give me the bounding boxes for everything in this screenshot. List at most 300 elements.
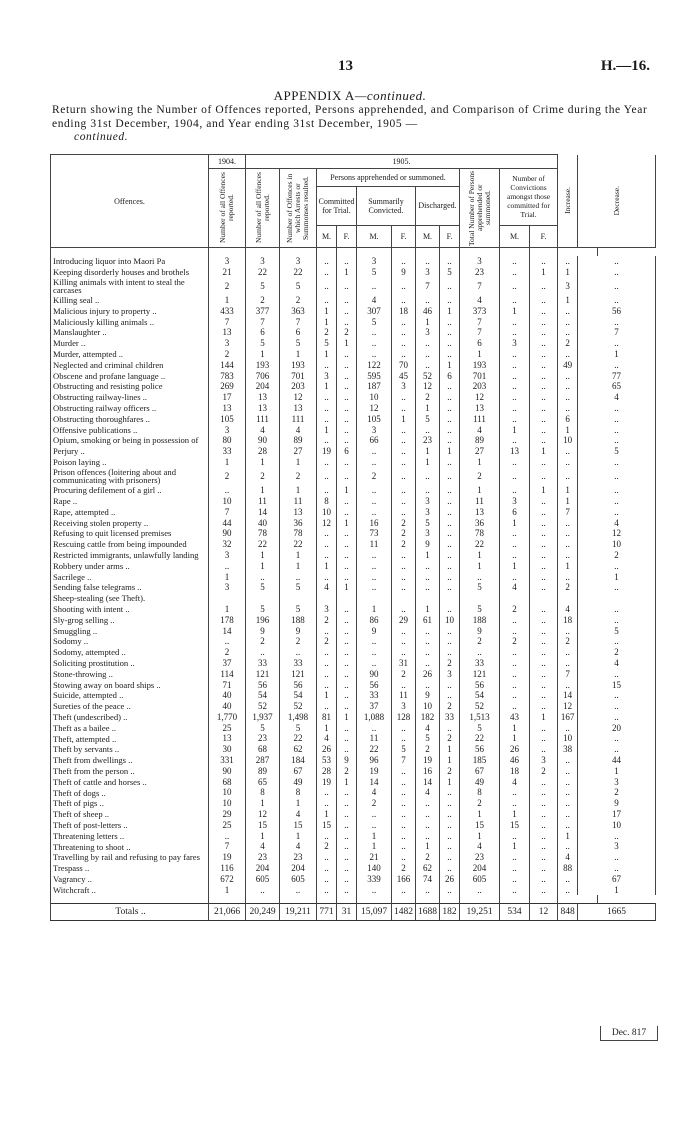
discharged-f-cell: .. (440, 539, 460, 550)
discharged-f-cell: .. (440, 841, 460, 852)
discharged-m-cell: .. (416, 820, 440, 831)
discharged-m-cell: .. (416, 680, 440, 691)
convictions-m-cell: .. (500, 669, 530, 680)
arrests-cell: .. (280, 885, 317, 896)
total-persons-cell: 7 (460, 278, 500, 295)
arrests-cell: 22 (280, 539, 317, 550)
reported-1905-cell: 7 (246, 317, 280, 328)
total-persons-cell: 19,251 (460, 904, 500, 921)
arrests-cell: 22 (280, 733, 317, 744)
committed-f-cell: .. (337, 701, 357, 712)
reported-1904-cell (209, 593, 246, 604)
table-row (51, 604, 656, 615)
convictions-f-cell: .. (530, 798, 558, 809)
reported-1905-cell: 1 (246, 798, 280, 809)
convicted-m-cell: 66 (357, 435, 392, 446)
decrease-cell: 1 (578, 885, 656, 896)
convictions-m-cell: .. (500, 550, 530, 561)
convictions-f-cell: 1 (530, 446, 558, 457)
reported-1904-cell: 178 (209, 615, 246, 626)
reported-1905-cell: 5 (246, 723, 280, 734)
increase-cell: 1 (558, 485, 578, 496)
convictions-m-cell: 534 (500, 904, 530, 921)
reported-1904-cell: 29 (209, 809, 246, 820)
discharged-m-cell: 19 (416, 755, 440, 766)
decrease-cell: .. (578, 278, 656, 295)
committed-f-cell: 31 (337, 904, 357, 921)
committed-m-cell: .. (317, 435, 337, 446)
decrease-cell: 2 (578, 550, 656, 561)
convictions-m-cell: .. (500, 317, 530, 328)
decrease-cell: .. (578, 317, 656, 328)
committed-m-cell: .. (317, 626, 337, 637)
increase-cell: .. (558, 539, 578, 550)
convicted-f-cell: .. (392, 435, 416, 446)
committed-f-cell: .. (337, 306, 357, 317)
convicted-f-cell: .. (392, 327, 416, 338)
table-row (51, 831, 656, 842)
total-persons-cell: 1 (460, 831, 500, 842)
convictions-m-cell: 1 (500, 723, 530, 734)
convicted-f-cell: .. (392, 392, 416, 403)
convictions-m-cell: .. (500, 647, 530, 658)
committed-m-cell: .. (317, 658, 337, 669)
increase-cell: .. (558, 766, 578, 777)
convictions-f-cell: .. (530, 831, 558, 842)
arrests-cell: 89 (280, 435, 317, 446)
increase-cell: 38 (558, 744, 578, 755)
convictions-f-cell: 1 (530, 267, 558, 278)
committed-m-cell: 4 (317, 582, 337, 593)
convicted-m-cell: .. (357, 723, 392, 734)
offence-name: Keeping disorderly houses and brothels (51, 267, 209, 278)
committed-f-cell: 1 (337, 518, 357, 529)
total-persons-cell: 1 (460, 561, 500, 572)
reported-1905-cell: .. (246, 647, 280, 658)
convictions-m-cell: 3 (500, 338, 530, 349)
total-persons-cell: 56 (460, 680, 500, 691)
total-persons-cell: 49 (460, 777, 500, 788)
reported-1905-cell: 1,937 (246, 712, 280, 723)
table-row (51, 701, 656, 712)
discharged-m-cell: 16 (416, 766, 440, 777)
discharged-m-cell: 10 (416, 701, 440, 712)
convicted-f-cell: .. (392, 561, 416, 572)
year-1904: 1904. (209, 155, 246, 169)
reported-1904-cell: 7 (209, 841, 246, 852)
convicted-m-cell: .. (357, 561, 392, 572)
convictions-m-cell: .. (500, 831, 530, 842)
decrease-cell: 12 (578, 528, 656, 539)
total-persons-cell: 203 (460, 381, 500, 392)
discharged-m-cell: .. (416, 468, 440, 485)
spacer-cell (209, 895, 246, 904)
convicted-m-cell: 12 (357, 403, 392, 414)
discharged-f: F. (440, 225, 460, 247)
committed-f-cell: .. (337, 360, 357, 371)
total-persons-cell: 185 (460, 755, 500, 766)
convictions-f-cell: .. (530, 392, 558, 403)
increase-cell (558, 593, 578, 604)
table-row (51, 744, 656, 755)
reported-1905-cell: 9 (246, 626, 280, 637)
convicted-f-cell: .. (392, 647, 416, 658)
decrease-cell: 3 (578, 841, 656, 852)
convicted-f-cell: .. (392, 256, 416, 267)
discharged-m-cell (416, 593, 440, 604)
arrests-cell: 2 (280, 636, 317, 647)
convicted-f-cell: .. (392, 572, 416, 583)
convicted-m-cell: 1 (357, 841, 392, 852)
offence-name: Obstructing railway officers .. (51, 403, 209, 414)
convicted-m-cell: 86 (357, 615, 392, 626)
discharged-m-cell: 3 (416, 267, 440, 278)
convictions-m-cell: 1 (500, 733, 530, 744)
arrests-cell: 56 (280, 680, 317, 691)
discharged-m-cell: 3 (416, 507, 440, 518)
reported-1905-cell: 15 (246, 820, 280, 831)
convicted-f-cell: .. (392, 809, 416, 820)
convictions-m-cell: .. (500, 874, 530, 885)
convicted-f-cell: .. (392, 841, 416, 852)
convicted-m-cell: .. (357, 582, 392, 593)
increase-cell: 1 (558, 496, 578, 507)
convictions-m-cell: .. (500, 528, 530, 539)
committed-f-cell: 6 (337, 446, 357, 457)
reported-1905-cell: 33 (246, 658, 280, 669)
reported-1904-cell: 672 (209, 874, 246, 885)
arrests-cell: 3 (280, 256, 317, 267)
discharged-f-cell: .. (440, 507, 460, 518)
table-row (51, 885, 656, 896)
convictions-f-cell: .. (530, 809, 558, 820)
convictions-f-cell: .. (530, 636, 558, 647)
spacer-cell (337, 895, 357, 904)
convicted-f-cell: .. (392, 777, 416, 788)
convicted-m-cell: 73 (357, 528, 392, 539)
convictions-m-cell: .. (500, 403, 530, 414)
committed-f-cell: .. (337, 414, 357, 425)
committed-m-cell: .. (317, 256, 337, 267)
committed-m-cell: 12 (317, 518, 337, 529)
committed-m-cell: .. (317, 403, 337, 414)
committed-m-cell: .. (317, 278, 337, 295)
committed-m-cell: 26 (317, 744, 337, 755)
increase-cell: .. (558, 550, 578, 561)
total-persons-cell: 7 (460, 317, 500, 328)
discharged-m-cell: .. (416, 885, 440, 896)
reported-1904-cell: 13 (209, 403, 246, 414)
table-row (51, 446, 656, 457)
convicted-m-cell: .. (357, 327, 392, 338)
discharged-f-cell: .. (440, 852, 460, 863)
decrease-cell: .. (578, 338, 656, 349)
committed-m-cell: .. (317, 885, 337, 896)
discharged-f-cell: .. (440, 550, 460, 561)
arrests-cell: 19,211 (280, 904, 317, 921)
committed-m-cell: .. (317, 392, 337, 403)
convictions-f-cell: .. (530, 647, 558, 658)
arrests-cell: .. (280, 647, 317, 658)
arrests-cell: 1 (280, 561, 317, 572)
convicted-m-cell: 33 (357, 690, 392, 701)
committed-m: M. (317, 225, 337, 247)
increase-cell: 7 (558, 669, 578, 680)
convicted-f-cell: 70 (392, 360, 416, 371)
reported-1905-cell: 3 (246, 256, 280, 267)
decrease-cell: .. (578, 669, 656, 680)
decrease-cell: .. (578, 468, 656, 485)
convicted-m-cell: 15,097 (357, 904, 392, 921)
convicted-m-cell: .. (357, 457, 392, 468)
discharged-m-cell: 4 (416, 723, 440, 734)
committed-f-cell: .. (337, 669, 357, 680)
committed-m-cell: 1 (317, 317, 337, 328)
discharged-f-cell: 33 (440, 712, 460, 723)
convictions-m-cell: .. (500, 360, 530, 371)
convicted-m-cell: 11 (357, 539, 392, 550)
offence-name: Vagrancy .. (51, 874, 209, 885)
increase-cell: .. (558, 528, 578, 539)
reported-1904-cell: 783 (209, 371, 246, 382)
increase-cell: .. (558, 658, 578, 669)
convicted-m-cell: .. (357, 647, 392, 658)
reported-1905-cell: 8 (246, 787, 280, 798)
committed-m-cell: .. (317, 863, 337, 874)
increase-cell: 88 (558, 863, 578, 874)
total-persons-cell: 204 (460, 863, 500, 874)
spacer-cell (392, 895, 416, 904)
convictions-m-cell: .. (500, 256, 530, 267)
discharged-f-cell: 2 (440, 733, 460, 744)
reported-1904-cell: 3 (209, 550, 246, 561)
convicted-f-cell: .. (392, 485, 416, 496)
convicted-m-cell: .. (357, 809, 392, 820)
reported-1904-cell: 1,770 (209, 712, 246, 723)
convicted-m-cell: .. (357, 550, 392, 561)
convicted-f-cell: .. (392, 831, 416, 842)
total-persons-cell: 78 (460, 528, 500, 539)
decrease-cell: .. (578, 360, 656, 371)
convictions-m-cell: .. (500, 658, 530, 669)
convictions-m-cell: .. (500, 615, 530, 626)
convictions-f-cell: .. (530, 317, 558, 328)
discharged-m-cell: .. (416, 485, 440, 496)
committed-f-cell: .. (337, 528, 357, 539)
arrests-cell: 8 (280, 787, 317, 798)
convictions-f-cell: .. (530, 468, 558, 485)
table-row (51, 582, 656, 593)
arrests-cell (280, 593, 317, 604)
offence-name: Theft of cattle and horses .. (51, 777, 209, 788)
decrease-cell: 10 (578, 539, 656, 550)
discharged-f-cell: .. (440, 604, 460, 615)
appendix-continued: —continued. (354, 88, 427, 103)
table-row (51, 690, 656, 701)
committed-f-cell: .. (337, 550, 357, 561)
convictions-f-cell: .. (530, 723, 558, 734)
discharged-f-cell: .. (440, 572, 460, 583)
reported-1904-cell: .. (209, 636, 246, 647)
decrease-cell: .. (578, 256, 656, 267)
arrests-cell: 5 (280, 278, 317, 295)
total-persons-cell: 15 (460, 820, 500, 831)
convicted-f-cell: .. (392, 798, 416, 809)
reported-1905-cell: 1 (246, 457, 280, 468)
decrease-cell: 10 (578, 820, 656, 831)
committed-f-cell: 1 (337, 338, 357, 349)
arrests-cell: 4 (280, 809, 317, 820)
convicted-m-cell: 595 (357, 371, 392, 382)
increase-cell: .. (558, 798, 578, 809)
convictions-m-cell: .. (500, 295, 530, 306)
arrests-cell: 33 (280, 658, 317, 669)
offence-name: Theft of pigs .. (51, 798, 209, 809)
convicted-m-cell: 307 (357, 306, 392, 317)
arrests-cell: 2 (280, 468, 317, 485)
convicted-f-cell: .. (392, 349, 416, 360)
discharged-f-cell: .. (440, 636, 460, 647)
arrests-cell: 78 (280, 528, 317, 539)
discharged-f-cell: .. (440, 528, 460, 539)
offence-name: Refusing to quit licensed premises (51, 528, 209, 539)
convictions-f-cell: .. (530, 820, 558, 831)
total-persons-cell: 4 (460, 841, 500, 852)
discharged-m-cell: 1 (416, 604, 440, 615)
reported-1904-cell: 40 (209, 690, 246, 701)
arrests-cell: 22 (280, 267, 317, 278)
spacer-cell (500, 248, 530, 257)
reported-1905-cell: 2 (246, 295, 280, 306)
convictions-m-cell: 4 (500, 582, 530, 593)
convictions-f-cell: .. (530, 306, 558, 317)
convictions-m-cell: .. (500, 787, 530, 798)
offences-header: Offences. (51, 155, 209, 248)
convictions-f-cell: 1 (530, 485, 558, 496)
table-row (51, 874, 656, 885)
convicted-f-cell: .. (392, 582, 416, 593)
decrease-cell: .. (578, 831, 656, 842)
offence-name: Trespass .. (51, 863, 209, 874)
discharged-f-cell: .. (440, 690, 460, 701)
discharged-f-cell: 1 (440, 755, 460, 766)
arrests-cell: 1,498 (280, 712, 317, 723)
convicted-f-cell: .. (392, 468, 416, 485)
committed-m-cell: 2 (317, 327, 337, 338)
offence-name: Soliciting prostitution .. (51, 658, 209, 669)
offence-name: Murder, attempted .. (51, 349, 209, 360)
decrease-cell: .. (578, 712, 656, 723)
committed-m-cell: 771 (317, 904, 337, 921)
convicted-f-cell: 166 (392, 874, 416, 885)
convicted-f-cell: 11 (392, 690, 416, 701)
convictions-f-cell: .. (530, 371, 558, 382)
discharged-m-cell: .. (416, 295, 440, 306)
reported-1905-cell: 196 (246, 615, 280, 626)
convictions-f-cell: .. (530, 518, 558, 529)
reported-1905-cell: 706 (246, 371, 280, 382)
convicted-f-cell: .. (392, 885, 416, 896)
total-persons-cell: 33 (460, 658, 500, 669)
convicted-f-cell: .. (392, 338, 416, 349)
discharged-f-cell: .. (440, 468, 460, 485)
convicted-m-cell: .. (357, 485, 392, 496)
table-row (51, 306, 656, 317)
offence-name: Maliciously killing animals .. (51, 317, 209, 328)
offence-name: Theft of post-letters .. (51, 820, 209, 831)
total-persons-cell: 1,513 (460, 712, 500, 723)
convicted-m-cell: .. (357, 446, 392, 457)
total-persons-cell: 52 (460, 701, 500, 712)
discharged-m-cell: 26 (416, 669, 440, 680)
offence-name: Rescuing cattle from being impounded (51, 539, 209, 550)
offence-name: Prison offences (loitering about and communicating with prisoners) (51, 468, 209, 485)
arrests-cell: 203 (280, 381, 317, 392)
total-persons-cell: 23 (460, 852, 500, 863)
committed-m-cell: .. (317, 468, 337, 485)
convicted-f-cell: .. (392, 723, 416, 734)
total-persons-cell: 2 (460, 636, 500, 647)
discharged-f-cell: 26 (440, 874, 460, 885)
committed-f: F. (337, 225, 357, 247)
arrests-cell: 5 (280, 604, 317, 615)
offence-name: Theft from the person .. (51, 766, 209, 777)
convicted-f-cell: 2 (392, 669, 416, 680)
convicted-f-cell: .. (392, 604, 416, 615)
convictions-m-cell: .. (500, 626, 530, 637)
reported-1905-cell: 377 (246, 306, 280, 317)
reported-1905-cell: 28 (246, 446, 280, 457)
total-persons-cell: 5 (460, 604, 500, 615)
decrease-cell: .. (578, 507, 656, 518)
convictions-f-cell: .. (530, 496, 558, 507)
offence-name: Threatening letters .. (51, 831, 209, 842)
arrests-cell: 67 (280, 766, 317, 777)
convictions-f-cell: .. (530, 338, 558, 349)
increase-cell: .. (558, 885, 578, 896)
reported-1905-cell: 2 (246, 468, 280, 485)
convictions-f-cell: .. (530, 435, 558, 446)
convicted-f: F. (392, 225, 416, 247)
table-row (51, 507, 656, 518)
convicted-m-cell: 19 (357, 766, 392, 777)
reported-1905-cell: 605 (246, 874, 280, 885)
spacer-cell (246, 895, 280, 904)
committed-f-cell: .. (337, 468, 357, 485)
discharged-f-cell: .. (440, 425, 460, 436)
discharged-m-cell: .. (416, 582, 440, 593)
increase-cell: 848 (558, 904, 578, 921)
spacer-cell (246, 248, 280, 257)
page-number: 13 (338, 58, 353, 74)
committed-f-cell: .. (337, 539, 357, 550)
discharged-header: Discharged. (416, 187, 460, 225)
decrease-cell: .. (578, 561, 656, 572)
decrease-cell: 67 (578, 874, 656, 885)
table-row (51, 327, 656, 338)
spacer-cell (337, 248, 357, 257)
convictions-f-cell: .. (530, 841, 558, 852)
convicted-f-cell: .. (392, 496, 416, 507)
offence-name: Shooting with intent .. (51, 604, 209, 615)
convicted-f-cell: .. (392, 787, 416, 798)
convicted-f-cell: .. (392, 507, 416, 518)
arrests-cell: 54 (280, 690, 317, 701)
reported-1905-cell: 204 (246, 381, 280, 392)
increase-cell: 1 (558, 561, 578, 572)
reported-1904-cell: 2 (209, 278, 246, 295)
committed-f-cell (337, 593, 357, 604)
